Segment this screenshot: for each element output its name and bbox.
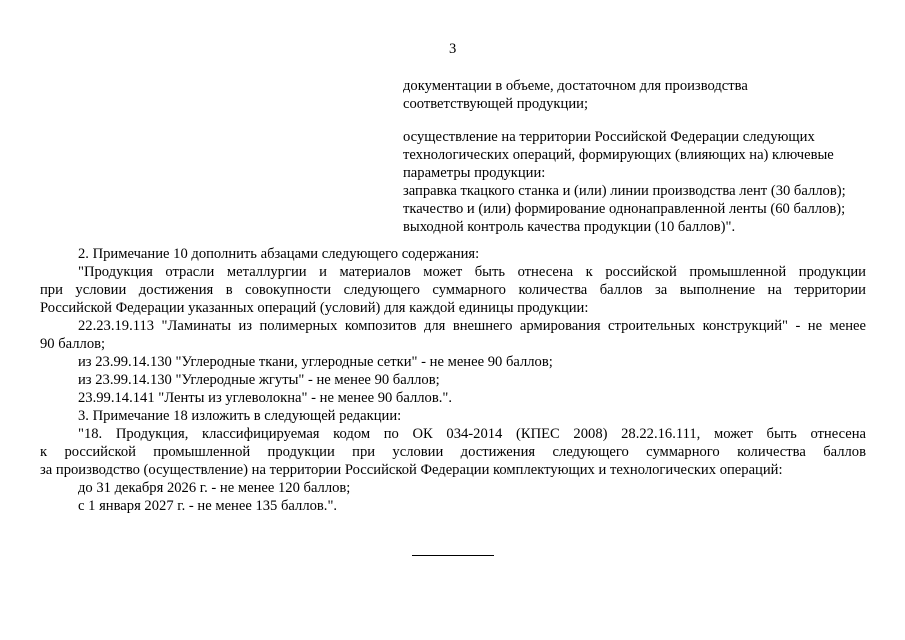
text-line: Российской Федерации указанных операций (условий) для каждой единицы продукции: [40,300,589,316]
code-item-1 [40,317,866,353]
code-item-2: из 23.99.14.130 "Углеродные ткани, углеродные сетки" - не менее 90 баллов; [78,354,553,370]
text-line: параметры продукции: [403,165,546,181]
text-line: "Продукция отрасли металлургии и материалов может быть отнесена к российской промышленной продукции [78,264,866,280]
text-line: соответствующей продукции; [403,96,588,112]
footer-divider [412,555,494,556]
date-item-1: до 31 декабря 2026 г. - не менее 120 баллов; [78,480,351,496]
item-3-paragraph [40,425,866,479]
code-item-4: 23.99.14.141 "Ленты из углеволокна" - не менее 90 баллов.". [78,390,452,406]
text-line: ткачество и (или) формирование однонаправленной ленты (60 баллов); [403,201,846,217]
text-line: "18. Продукция, классифицируемая кодом по ОК 034-2014 (КПЕС 2008) 28.22.16.111, может быть отнесена [78,426,866,442]
text-line: 90 баллов; [40,336,106,352]
code-item-3: из 23.99.14.130 "Углеродные жгуты" - не менее 90 баллов; [78,372,440,388]
text-line: к российской промышленной продукции при условии достижения следующего суммарного количества баллов [40,444,866,460]
operations-paragraph [403,128,873,236]
text-line: за производство (осуществление) на территории Российской Федерации комплектующих и технологических операций: [40,462,783,478]
text-line: заправка ткацкого станка и (или) линии производства лент (30 баллов); [403,183,846,199]
text-line: выходной контроль качества продукции (10 баллов)". [403,219,736,235]
text-line: осуществление на территории Российской Федерации следующих [403,129,815,145]
text-line: 22.23.19.113 "Ламинаты из полимерных композитов для внешнего армирования строительных конструкций" - не менее [78,318,866,334]
text-line: при условии достижения в совокупности следующего суммарного количества баллов за выполнение на территории [40,282,866,298]
item-3-heading: 3. Примечание 18 изложить в следующей редакции: [78,408,402,424]
date-item-2: с 1 января 2027 г. - не менее 135 баллов.". [78,498,338,514]
continued-paragraph [403,77,873,113]
item-2-paragraph [40,263,866,317]
item-2-heading: 2. Примечание 10 дополнить абзацами следующего содержания: [78,246,480,262]
text-line: документации в объеме, достаточном для производства [403,78,748,94]
text-line: технологических операций, формирующих (влияющих на) ключевые [403,147,834,163]
main-text [40,245,866,515]
page-number: 3 [449,41,457,57]
